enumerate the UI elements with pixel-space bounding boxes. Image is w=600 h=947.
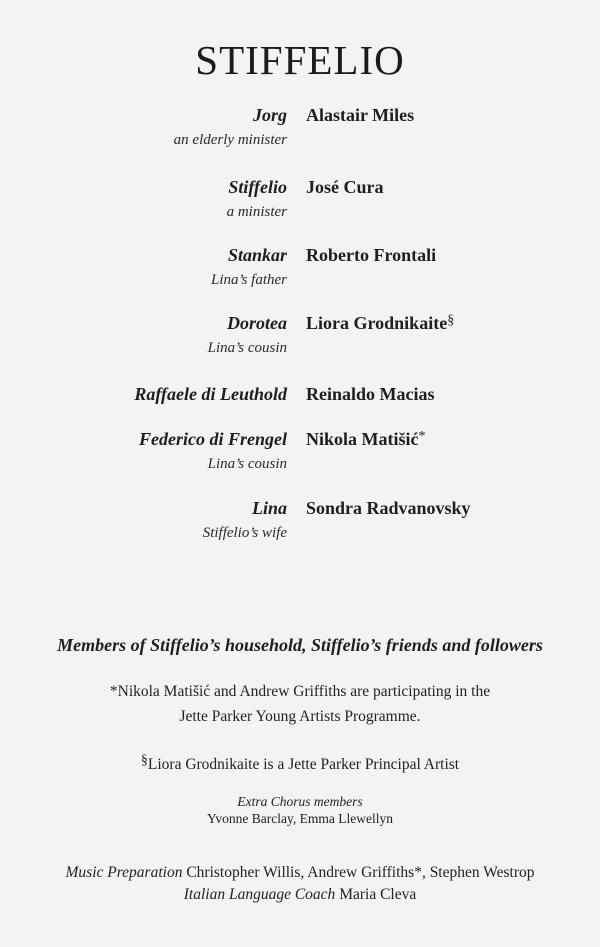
role-description: a minister bbox=[226, 204, 287, 220]
singer-name: Reinaldo Macias bbox=[306, 384, 435, 404]
jpyap-note bbox=[0, 679, 600, 729]
role-name: Stiffelio bbox=[228, 177, 287, 197]
role-description: Stiffelio’s wife bbox=[202, 525, 287, 541]
cast-entry bbox=[0, 313, 600, 373]
singer-name: José Cura bbox=[306, 177, 384, 197]
role-name: Federico di Frengel bbox=[139, 429, 287, 449]
role-name: Jorg bbox=[252, 105, 287, 125]
role-description: Lina’s cousin bbox=[207, 456, 287, 472]
cast-entry bbox=[0, 177, 600, 237]
role-name: Lina bbox=[251, 498, 287, 518]
section-mark: § bbox=[140, 753, 148, 768]
extra-chorus-names: Yvonne Barclay, Emma Llewellyn bbox=[207, 811, 393, 826]
role-description: Lina’s cousin bbox=[207, 340, 287, 356]
principal-artist-note: §Liora Grodnikaite is a Jette Parker Principal Artist bbox=[140, 753, 460, 773]
singer-name: Liora Grodnikaite§ bbox=[306, 313, 455, 333]
jpyap-note-line: Jette Parker Young Artists Programme. bbox=[179, 708, 421, 725]
jpyap-note-line: *Nikola Matišić and Andrew Griffiths are participating in the bbox=[109, 683, 491, 700]
role-name: Raffaele di Leuthold bbox=[134, 384, 287, 404]
cast-entry bbox=[0, 105, 600, 165]
extra-chorus bbox=[0, 793, 600, 827]
singer-name: Alastair Miles bbox=[306, 105, 415, 125]
opera-title: STIFFELIO bbox=[195, 37, 405, 83]
role-name: Stankar bbox=[227, 245, 287, 265]
singer-name: Nikola Matišić* bbox=[306, 429, 426, 449]
singer-name: Sondra Radvanovsky bbox=[306, 498, 471, 518]
role-description: an elderly minister bbox=[173, 132, 287, 148]
singer-name: Roberto Frontali bbox=[306, 245, 437, 265]
staff-credits bbox=[0, 862, 600, 906]
extra-chorus-heading: Extra Chorus members bbox=[237, 794, 363, 809]
language-coach-credit: Italian Language Coach Maria Cleva bbox=[183, 886, 417, 903]
role-description: Lina’s father bbox=[211, 272, 287, 288]
cast-entry bbox=[0, 429, 600, 489]
cast-entry bbox=[0, 245, 600, 305]
role-name: Dorotea bbox=[227, 313, 287, 333]
music-preparation-credit: Music Preparation Christopher Willis, Andrew Griffiths*, Stephen Westrop bbox=[65, 864, 535, 881]
household-heading: Members of Stiffelio’s household, Stiffelio’s friends and followers bbox=[57, 635, 543, 655]
cast-entry bbox=[0, 498, 600, 558]
